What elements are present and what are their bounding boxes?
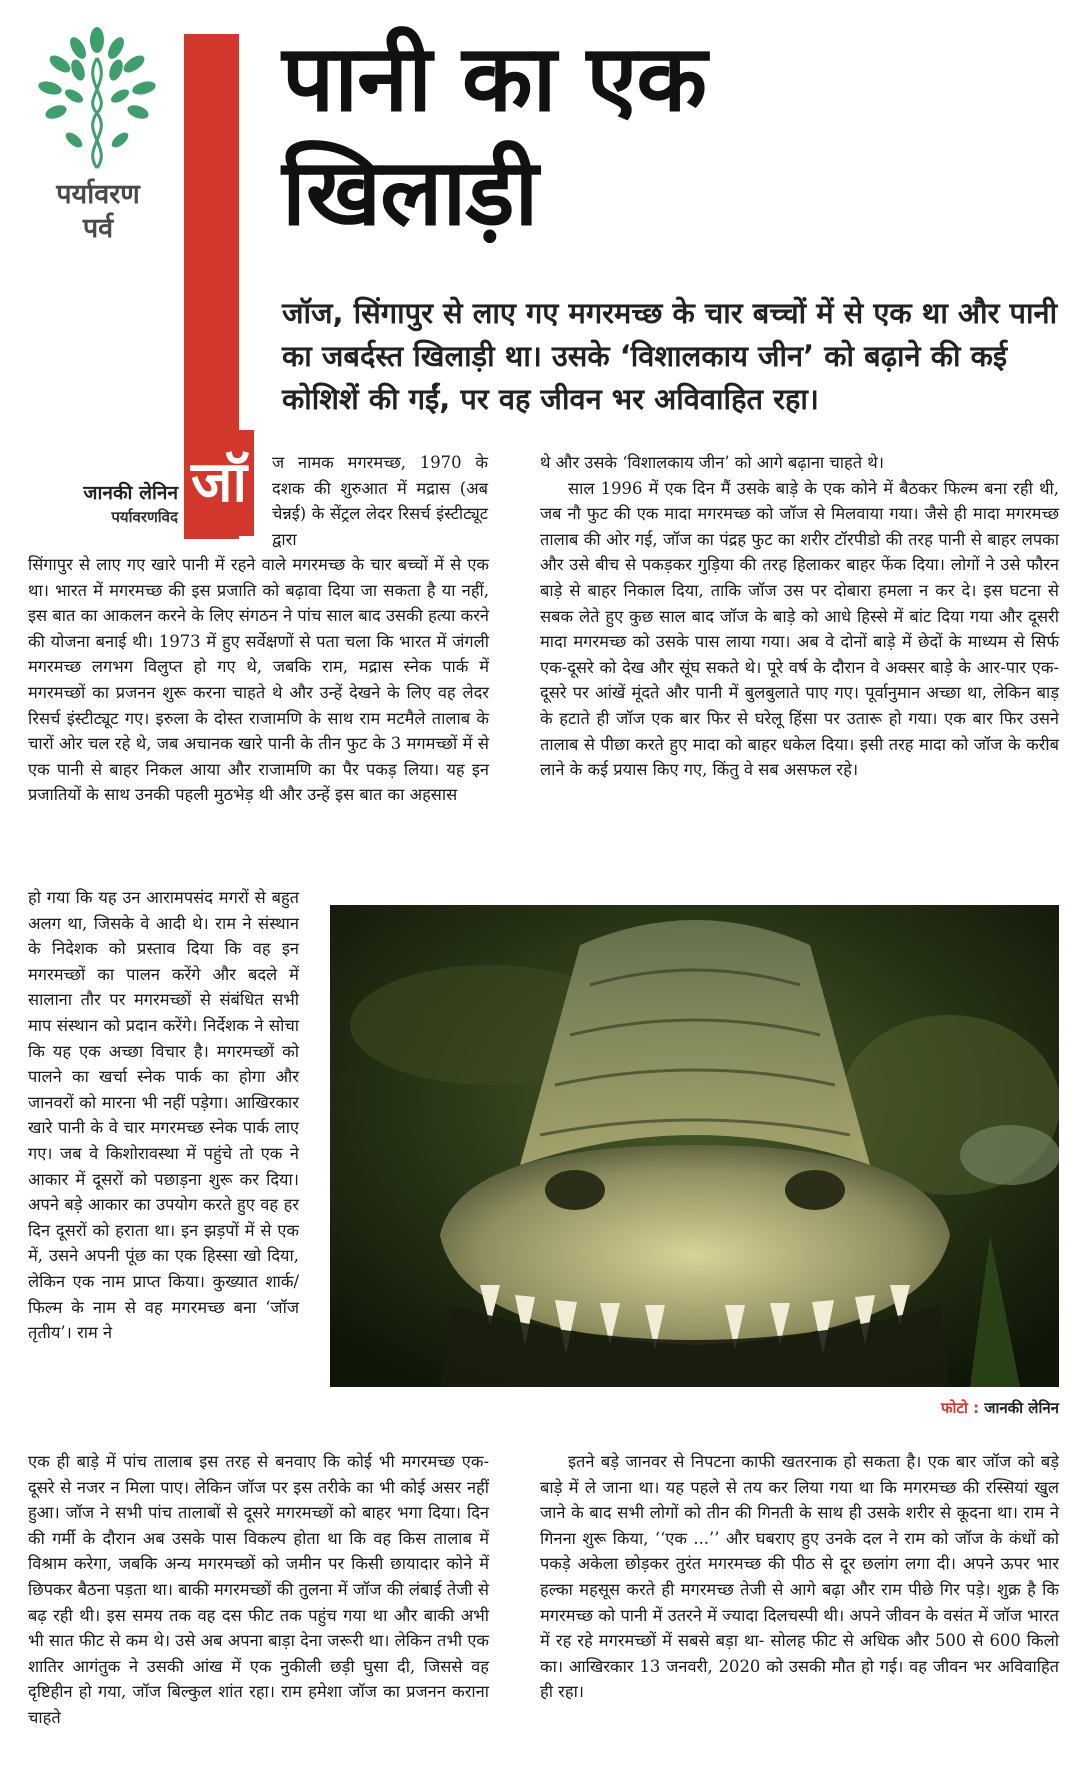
article-col1-bottom: एक ही बाड़े में पांच तालाब इस तरह से बनवाए कि कोई भी मगरमच्छ एक-दूसरे से नजर न मिला पाए। लेकिन जॉज पर इस तरीके का भी कोई असर नहीं हुआ। जॉज ने सभी पांच तालाबों से दूसरे मगरमच्छों को बाहर भगा दिया। दिन की गर्मी के दौरान अब उसके पास विकल्प होता था कि वह किस तालाब में विश्राम करेगा, जबकि अन्य मगरमच्छों को जमीन पर किसी छायादार कोने में छिपकर बैठना पड़ता था। बाकी मगरमच्छों की तुलना में जॉज की लंबाई तेजी से बढ़ रही थी। इस समय तक वह दस फीट तक पहुंच गया था और बाकी अभी भी सात फीट से कम थे। उसे अब अपना बाड़ा देना जरूरी था। लेकिन तभी एक शातिर आगंतुक ने उसकी आंख में एक नुकीली छड़ी घुसा दी, जिससे वह दृष्टिहीन हो गया, जॉज बिल्कुल शांत रहा। राम हमेशा जॉज का प्रजनन कराना चाहते — [28, 1452, 489, 1727]
author-name: जानकी लेनिन — [83, 482, 178, 504]
article-col2-top — [540, 450, 1059, 783]
article-col1-mid: सिंगापुर से लाए गए खारे पानी में रहने वाले मगरमच्छ के चार बच्चों में से एक था। भारत में मगरमच्छ की इस प्रजाति को बढ़ावा दिया जा सकता है या नहीं, इस बात का आकलन करने के लिए संगठन ने पांच साल बाद उसकी हत्या करने की योजना बनाई थी। 1973 में हुए सर्वेक्षणों से पता चला कि भारत में जंगली मगरमच्छ लगभग विलुप्त हो गए थे, जबकि राम, मद्रास स्नेक पार्क में मगरमच्छों का प्रजनन शुरू करना चाहते थे और उन्हें देखने के लिए वह लेदर रिसर्च इंस्टीट्यूट गए। इरुला के दोस्त राजामणि के साथ राम मटमैले तालाब के चारों ओर चल रहे थे, जब अचानक खारे पानी के तीन फुट के 3 मगमच्छों में से एक पानी से बाहर निकल आया और राजामणि का पैर पकड़ लिया। यह इन प्रजातियों के साथ उनकी पहली मुठभेड़ थी और उन्हें इस बात का अहसास — [28, 555, 489, 805]
photo-credit — [760, 1398, 1059, 1418]
logo-line1: पर्यावरण — [56, 179, 140, 210]
headline — [282, 22, 1062, 250]
tree-icon — [22, 18, 172, 178]
photo-credit-label: फोटो : — [940, 1399, 980, 1417]
author-role: पर्यावरणविद — [111, 508, 178, 526]
article-col1-top: ज नामक मगरमच्छ, 1970 के दशक की शुरुआत में मद्रास (अब चेन्नई) के सेंट्रल लेदर रिसर्च इंस्टीट्यूट द्वारा — [272, 453, 488, 549]
headline-line2: खिलाड़ी — [282, 139, 538, 246]
article-col1-side: हो गया कि यह उन आरामपसंद मगरों से बहुत अलग था, जिसके वे आदी थे। राम ने संस्थान के निदेशक को प्रस्ताव दिया कि वह इन मगरमच्छों का पालन करेंगे और बदले में सालाना तौर पर मगरमच्छों से संबंधित सभी माप संस्थान को प्रदान करेंगे। निर्देशक ने सोचा कि यह एक अच्छा विचार है। मगरमच्छों को पालने का खर्चा स्नेक पार्क का होगा और जानवरों को मारना भी नहीं पड़ेगा। आखिरकार खारे पानी के वे चार मगरमच्छ स्नेक पार्क लाए गए। जब वे किशोरावस्था में पहुंचे तो एक ने आकार में दूसरों को पछाड़ना शुरू कर दिया। अपने बड़े आकार का उपयोग करते हुए वह हर दिन दूसरों को हराता था। इन झड़पों में से एक में, उसने अपनी पूंछ का एक हिस्सा खो दिया, लेकिन एक नाम प्राप्त किया। कुख्यात शार्क/फिल्म के नाम से वह मगरमच्छ बना ‘जॉज तृतीय’। राम ने — [28, 888, 299, 1343]
crocodile-photo — [330, 905, 1059, 1387]
article-col2-bottom: इतने बड़े जानवर से निपटना काफी खतरनाक हो सकता है। एक बार जॉज को बड़े बाड़े में ले जाना था। यह पहले से तय कर लिया गया था कि मगरमच्छ की रस्सियां खुल जाने के बाद सभी लोगों को तीन की गिनती के साथ ही उसके शरीर से कूदना था। राम ने गिनना शुरू किया, ‘‘एक ...’’ और घबराए हुए उनके दल ने राम को जॉज के कंधों को पकड़े अकेला छोड़कर तुरंत मगरमच्छ की पीठ से दूर छलांग लगा दी। अपने ऊपर भार हल्का महसूस करते ही मगरमच्छ तेजी से आगे बढ़ा और राम पीछे गिर पड़े। शुक्र है कि मगरमच्छ को पानी में उतरने में ज्यादा दिलचस्पी थी। अपने जीवन के वसंत में जॉज भारत में रह रहे मगरमच्छों में सबसे बड़ा था- सोलह फीट से अधिक और 500 से 600 किलो का। आखिरकार 13 जनवरी, 2020 को उसकी मौत हो गई। वह जीवन भर अविवाहित ही रहा। — [540, 1452, 1059, 1702]
logo-line2: पर्व — [82, 213, 114, 244]
paragraph: थे और उसके ‘विशालकाय जीन’ को आगे बढ़ाना चाहते थे। — [540, 453, 884, 472]
drop-cap: जॉ — [184, 430, 254, 536]
photo-credit-name: जानकी लेनिन — [984, 1399, 1059, 1417]
byline — [28, 480, 178, 528]
deck-text: जॉज, सिंगापुर से लाए गए मगरमच्छ के चार बच्चों में से एक था और पानी का जबर्दस्त खिलाड़ी था। उसके ‘विशालकाय जीन’ को बढ़ाने की कई कोशिशें की गईं, पर वह जीवन भर अविवाहित रहा। — [282, 296, 1058, 416]
section-logo-text — [28, 178, 168, 246]
headline-line1: पानी का एक — [282, 25, 707, 132]
paragraph: साल 1996 में एक दिन मैं उसके बाड़े के एक कोने में बैठकर फिल्म बना रही थी, जब नौ फुट की एक मादा मगरमच्छ को जॉज से मिलवाया गया। जैसे ही मादा मगरमच्छ तालाब की ओर गई, जॉज का पंद्रह फुट का शरीर टॉरपीडो की तरह पानी से बाहर लपका और उसे बीच से पकड़कर गुड़िया की तरह हिलाकर बाहर फेंक दिया। लोगों ने उसे फौरन बाड़े से बाहर निकाल दिया, ताकि जॉज उस पर दोबारा हमला न कर दे। इस घटना से सबक लेते हुए कुछ साल बाद जॉज के बाड़े को आधे हिस्से में बांट दिया गया और दूसरी मादा मगरमच्छ को उसके पास लाया गया। अब वे दोनों बाड़े में छेदों के माध्यम से सिर्फ एक-दूसरे को देख और सूंघ सकते थे। पूरे वर्ष के दौरान वे अक्सर बाड़े के आर-पार एक-दूसरे पर आंखें मूंदते और पानी में बुलबुलाते पाए गए। पूर्वानुमान अच्छा था, लेकिन बाड़ के हटाते ही जॉज एक बार फिर से घरेलू हिंसा पर उतारू हो गया। एक बार फिर उसने तालाब से पीछा करते हुए मादा को बाहर धकेल दिया। इसी तरह मादा को जॉज के करीब लाने के कई प्रयास किए गए, किंतु वे सब असफल रहे। — [540, 478, 1059, 780]
